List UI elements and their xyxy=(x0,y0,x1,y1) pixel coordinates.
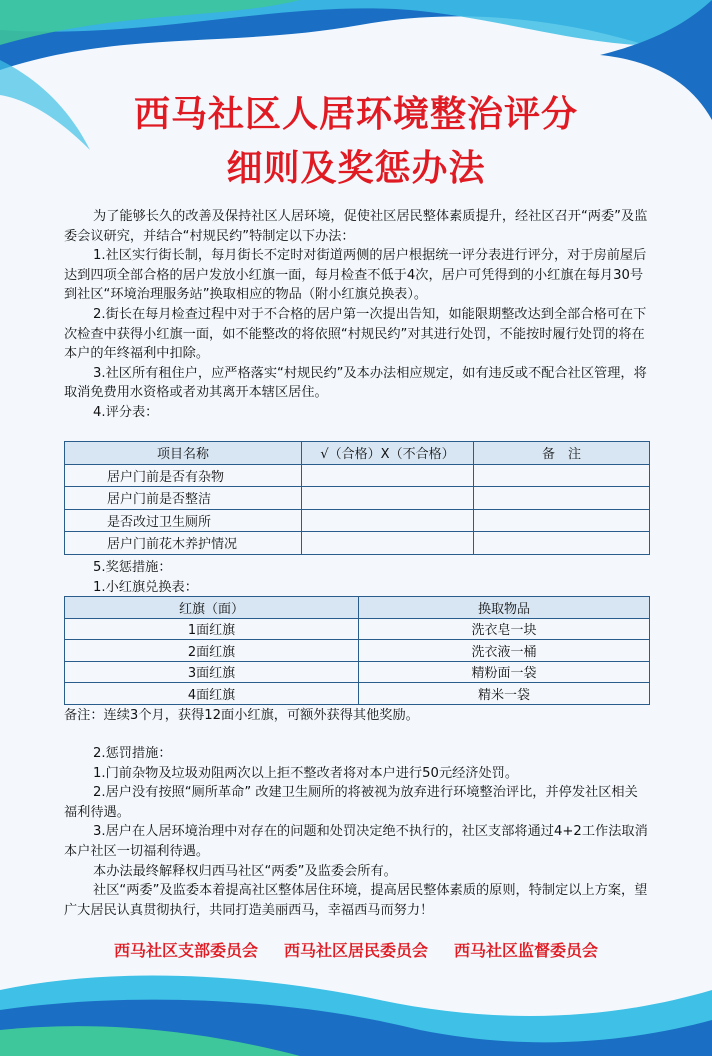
closing-2: 社区“两委”及监委本着提高社区整体居住环境，提高居民整体素质的原则，特制定以上方案，望广大居民认真贯彻执行，共同打造美丽西马，幸福西马而努力！ xyxy=(64,883,648,918)
flag-exchange-table xyxy=(64,596,650,705)
table-row xyxy=(65,487,650,510)
rules-section xyxy=(64,207,650,423)
signature-supervision-committee: 西马社区监督委员会 xyxy=(454,941,599,960)
flag-count: 1面红旗 xyxy=(65,618,359,640)
score-table-label: 4.评分表： xyxy=(93,404,159,420)
flag-table-wrap xyxy=(64,596,650,705)
penalty-section xyxy=(64,744,650,920)
table-row xyxy=(65,683,650,705)
score-cell xyxy=(302,464,474,487)
score-item: 是否改过卫生厕所 xyxy=(65,509,302,532)
remark-cell xyxy=(474,464,650,487)
score-table xyxy=(64,441,650,555)
remark-cell xyxy=(474,532,650,555)
flag-count: 3面红旗 xyxy=(65,661,359,683)
rule-2: 2.街长在每月检查过程中对于不合格的居户第一次提出告知，如能限期整改达到全部合格可在下次检查中获得小红旗一面，如不能整改的将依照“村规民约”对其进行处罚，不能按时履行处罚的将在本户的年终福利中扣除。 xyxy=(64,306,647,362)
exchange-item: 精米一袋 xyxy=(359,683,650,705)
table-row xyxy=(65,661,650,683)
remark-cell xyxy=(474,509,650,532)
table-row xyxy=(65,640,650,662)
signatures xyxy=(0,938,712,961)
title-line-1: 西马社区人居环境整治评分 xyxy=(133,93,578,135)
title-line-2: 细则及奖惩办法 xyxy=(226,147,486,189)
score-item: 居户门前是否整洁 xyxy=(65,487,302,510)
score-item: 居户门前花木养护情况 xyxy=(65,532,302,555)
exchange-item: 洗衣液一桶 xyxy=(359,640,650,662)
table-row xyxy=(65,464,650,487)
score-cell xyxy=(302,532,474,555)
closing-1: 本办法最终解释权归西马社区“两委”及监委会所有。 xyxy=(93,863,397,879)
header-exchange-item: 换取物品 xyxy=(359,597,650,619)
flag-count: 4面红旗 xyxy=(65,683,359,705)
score-cell xyxy=(302,487,474,510)
header-item-name: 项目名称 xyxy=(65,442,302,465)
score-item: 居户门前是否有杂物 xyxy=(65,464,302,487)
reward-note: 备注：连续3个月，获得12面小红旗，可额外获得其他奖励。 xyxy=(64,708,419,723)
score-table-header xyxy=(65,442,650,465)
penalty-label: 2.惩罚措施： xyxy=(93,746,172,761)
header-pass-fail: √（合格）X（不合格） xyxy=(302,442,474,465)
flag-table-header xyxy=(65,597,650,619)
flag-count: 2面红旗 xyxy=(65,640,359,662)
reward-note-section xyxy=(64,706,650,726)
table-row xyxy=(65,618,650,640)
signature-residents-committee: 西马社区居民委员会 xyxy=(283,941,428,960)
reward-label: 5.奖惩措施： xyxy=(93,560,172,575)
penalty-2: 2.居户没有按照“厕所革命” 改建卫生厕所的将被视为放弃进行环境整治评比，并停发社区相关福利待遇。 xyxy=(64,785,638,820)
intro-text: 为了能够长久的改善及保持社区人居环境，促使社区居民整体素质提升，经社区召开“两委”及监委会议研究，并结合“村规民约”特制定以下办法： xyxy=(64,209,648,244)
header-remark: 备 注 xyxy=(474,442,650,465)
signature-party-branch: 西马社区支部委员会 xyxy=(113,941,258,960)
penalty-1: 1.门前杂物及垃圾劝阻两次以上拒不整改者将对本户进行50元经济处罚。 xyxy=(93,765,519,781)
header-flags: 红旗（面） xyxy=(65,597,359,619)
rule-1: 1.社区实行街长制，每月街长不定时对街道两侧的居户根据统一评分表进行评分，对于房前屋后达到四项全部合格的居户发放小红旗一面，每月检查不低于4次，居户可凭得到的小红旗在每月30号到社区“环境治理服务站”换取相应的物品（附小红旗兑换表）。 xyxy=(64,248,647,303)
score-cell xyxy=(302,509,474,532)
reward-sub-label: 1.小红旗兑换表： xyxy=(93,579,198,595)
remark-cell xyxy=(474,487,650,510)
reward-labels xyxy=(64,558,650,597)
rule-3: 3.社区所有租住户，应严格落实“村规民约”及本办法相应规定，如有违反或不配合社区管理，将取消免费用水资格或者劝其离开本辖区居住。 xyxy=(64,365,647,401)
exchange-item: 精粉面一袋 xyxy=(359,661,650,683)
exchange-item: 洗衣皂一块 xyxy=(359,618,650,640)
score-table-wrap xyxy=(64,441,650,555)
table-row xyxy=(65,509,650,532)
penalty-3: 3.居户在人居环境治理中对存在的问题和处罚决定绝不执行的，社区支部将通过4+2工作法取消本户社区一切福利待遇。 xyxy=(64,824,648,859)
table-row xyxy=(65,532,650,555)
